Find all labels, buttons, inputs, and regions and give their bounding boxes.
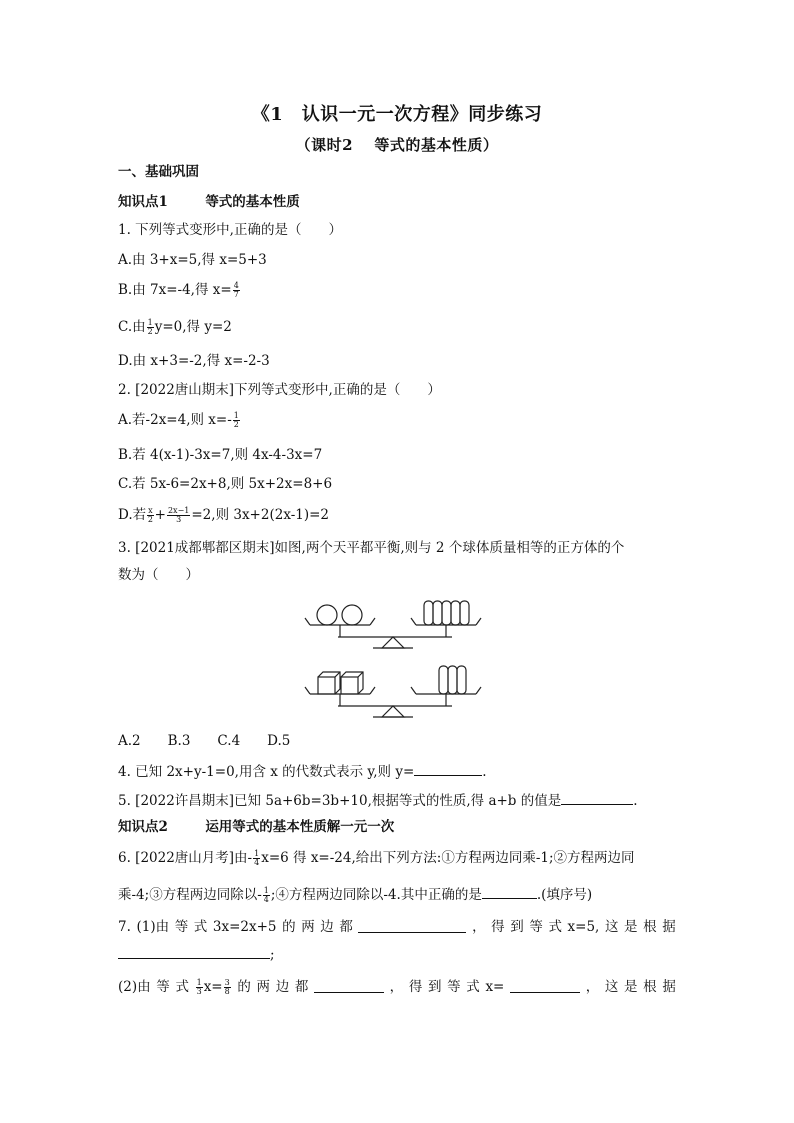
q7-2-equation xyxy=(195,978,232,996)
cylinders-group xyxy=(439,666,466,694)
q6-text-line2: 乘-4;③方程两边同除以- xyxy=(118,887,262,903)
q5-period: . xyxy=(633,793,638,809)
scale-fulcrum xyxy=(382,637,404,648)
cylinder xyxy=(424,601,433,625)
q7-equation: x=5, xyxy=(567,919,600,935)
section-heading: 一、基础巩固 xyxy=(118,164,199,180)
q7-equation: x= xyxy=(485,979,505,995)
q7-word: 得 xyxy=(408,979,423,995)
q1-b-text: B.由 7x=-4,得 x= xyxy=(118,282,232,298)
q4-text: 4. 已知 2x+y-1=0,用含 x 的代数式表示 y,则 y= xyxy=(118,764,415,780)
q7-word: 两 xyxy=(301,919,315,935)
q6-line-1 xyxy=(118,849,635,867)
q1-option-b xyxy=(118,281,241,299)
q7-2-blank-result[interactable] xyxy=(510,978,580,993)
q7-word: 等 xyxy=(529,919,543,935)
fraction-numerator: 2x−1 xyxy=(167,506,190,515)
q6-answer-blank[interactable] xyxy=(482,884,537,899)
q7-word: 据 xyxy=(662,979,676,995)
q7-word: 等 xyxy=(447,979,461,995)
q7-word: ， xyxy=(389,979,404,995)
balance-scale-top xyxy=(305,601,481,648)
cylinder xyxy=(457,666,466,694)
q7-word: 据 xyxy=(662,919,676,935)
q7-word: ， xyxy=(472,919,486,935)
q7-word: 是 xyxy=(624,979,638,995)
balance-scale-bottom xyxy=(305,666,481,717)
q7-2-blank-operation[interactable] xyxy=(314,978,384,993)
cylinder xyxy=(433,601,442,625)
scale-fulcrum xyxy=(382,706,404,717)
page-subtitle: （课时2 等式的基本性质） xyxy=(295,136,499,154)
q5-answer-blank[interactable] xyxy=(561,790,633,805)
q1-option-a: A.由 3+x=5,得 x=5+3 xyxy=(118,252,267,268)
fraction-denominator: 2 xyxy=(147,327,153,336)
q5-text: 5. [2022许昌期末]已知 5a+6b=3b+10,根据等式的性质,得 a+b 的值是 xyxy=(118,793,562,809)
fraction-numerator: 1 xyxy=(254,849,260,858)
q7-2-fraction-1 xyxy=(196,979,203,996)
kp1-name: 等式的基本性质 xyxy=(205,194,300,210)
q2-option-b: B.若 4(x-1)-3x=7,则 4x-4-3x=7 xyxy=(118,447,323,463)
q6-text-line2-mid: ;④方程两边同除以-4.其中正确的是 xyxy=(270,887,482,903)
q6-text-start: 6. [2022唐山月考]由- xyxy=(118,850,253,866)
q4-period: . xyxy=(482,764,487,780)
fraction-numerator: 1 xyxy=(196,978,202,987)
q7-word: (1)由 xyxy=(136,919,170,935)
q7-word: 根 xyxy=(643,979,657,995)
q7-word: 等 xyxy=(156,979,170,995)
knowledge-point-1 xyxy=(118,193,300,211)
q5-question xyxy=(118,790,638,810)
q1-c-fraction xyxy=(147,319,154,336)
page-title: 《1 认识一元一次方程》同步练习 xyxy=(251,104,543,125)
q1-option-d: D.由 x+3=-2,得 x=-2-3 xyxy=(118,353,270,369)
fraction-numerator: x xyxy=(148,506,153,515)
fraction-numerator: 1 xyxy=(263,886,269,895)
q7-equation: 3x=2x+5 xyxy=(212,919,277,935)
q7-word: 根 xyxy=(643,919,657,935)
fraction-denominator: 7 xyxy=(233,290,239,299)
q6-fraction-2 xyxy=(263,887,270,904)
fraction-numerator: 1 xyxy=(147,318,153,327)
q7-word: 这 xyxy=(604,979,619,995)
q2-d-post: =2,则 3x+2(2x-1)=2 xyxy=(191,507,330,523)
q2-a-text: A.若-2x=4,则 x=- xyxy=(118,412,232,428)
q7-word: 两 xyxy=(256,979,271,995)
q7-part1-line-2 xyxy=(118,944,275,964)
q7-word: 边 xyxy=(275,979,290,995)
cylinder xyxy=(460,601,469,625)
fraction-numerator: 3 xyxy=(224,978,230,987)
q2-option-d xyxy=(118,506,329,524)
sphere xyxy=(317,605,337,625)
fraction-denominator: 2 xyxy=(233,420,239,429)
q7-word: 式 xyxy=(466,979,480,995)
q7-2-fraction-2 xyxy=(224,979,231,996)
q2-d-fraction-1 xyxy=(147,507,154,524)
fraction-denominator: 2 xyxy=(147,515,153,524)
q2-option-a xyxy=(118,411,241,429)
q7-word: 式 xyxy=(548,919,562,935)
fraction-denominator: 3 xyxy=(176,515,182,524)
q1-c-pre: C.由 xyxy=(118,319,146,335)
q2-d-fraction-2 xyxy=(167,507,190,524)
knowledge-point-2 xyxy=(118,818,394,836)
q7-word: 到 xyxy=(427,979,442,995)
q7-word: 到 xyxy=(510,919,524,935)
fraction-denominator: 8 xyxy=(224,987,230,996)
q7-word: 都 xyxy=(339,919,353,935)
q2-option-c: C.若 5x-6=2x+8,则 5x+2x=8+6 xyxy=(118,476,333,492)
q4-answer-blank[interactable] xyxy=(414,761,482,776)
fraction-denominator: 3 xyxy=(196,987,202,996)
q7-1-blank-operation[interactable] xyxy=(358,918,466,933)
q7-word: 得 xyxy=(491,919,505,935)
kp1-label: 知识点1 xyxy=(118,194,168,210)
q7-part2-line xyxy=(118,978,676,996)
q7-2-eq-mid: x= xyxy=(203,979,223,995)
q7-word: 的 xyxy=(282,919,296,935)
q2-d-mid: + xyxy=(154,507,166,523)
cube xyxy=(318,672,340,694)
q3-stem-line-1: 3. [2021成都郫都区期末]如图,两个天平都平衡,则与 2 个球体质量相等的正方体的个 xyxy=(118,540,625,556)
q6-text-end: .(填序号) xyxy=(536,887,593,903)
q7-1-blank-reason[interactable] xyxy=(118,944,270,959)
q7-word: 式 xyxy=(193,919,208,935)
q6-fraction xyxy=(253,850,260,867)
q7-word: 等 xyxy=(174,919,189,935)
q6-text-methods: x=6 得 x=-24,给出下列方法:①方程两边同乘-1;②方程两边同 xyxy=(261,850,635,866)
cylinder xyxy=(448,666,457,694)
q2-a-fraction xyxy=(233,412,240,429)
q7-word: ， xyxy=(585,979,600,995)
q4-question xyxy=(118,761,487,781)
q7-number: 7. xyxy=(118,919,131,935)
q7-word: 边 xyxy=(320,919,334,935)
q1-b-fraction xyxy=(233,282,240,299)
cube xyxy=(341,672,363,694)
kp2-name: 运用等式的基本性质解一元一次 xyxy=(205,819,395,835)
q6-line-2 xyxy=(118,884,592,904)
q7-word: 式 xyxy=(175,979,189,995)
q1-option-c xyxy=(118,318,232,336)
q7-word: 是 xyxy=(624,919,638,935)
cylinder xyxy=(439,666,448,694)
sphere xyxy=(342,605,362,625)
cylinders-group xyxy=(424,601,469,625)
q7-word: 都 xyxy=(294,979,309,995)
fraction-denominator: 4 xyxy=(254,858,260,867)
q2-stem: 2. [2022唐山期末]下列等式变形中,正确的是（ ） xyxy=(118,382,441,398)
kp2-label: 知识点2 xyxy=(118,819,168,835)
q2-d-pre: D.若 xyxy=(118,507,147,523)
q1-stem: 1. 下列等式变形中,正确的是（ ） xyxy=(118,222,342,238)
q7-semicolon: ; xyxy=(270,947,275,963)
q7-part1-line-1 xyxy=(118,918,676,936)
cylinder xyxy=(442,601,451,625)
fraction-denominator: 4 xyxy=(263,895,269,904)
q1-c-post: y=0,得 y=2 xyxy=(154,319,232,335)
fraction-numerator: 1 xyxy=(233,411,239,420)
q7-word: 的 xyxy=(237,979,251,995)
fraction-numerator: 4 xyxy=(233,281,239,290)
q3-options: A.2 B.3 C.4 D.5 xyxy=(118,733,291,749)
q7-word: 这 xyxy=(604,919,619,935)
q3-stem-line-2: 数为（ ） xyxy=(118,567,199,583)
cylinder xyxy=(451,601,460,625)
q7-part2-label: (2)由 xyxy=(118,979,151,995)
